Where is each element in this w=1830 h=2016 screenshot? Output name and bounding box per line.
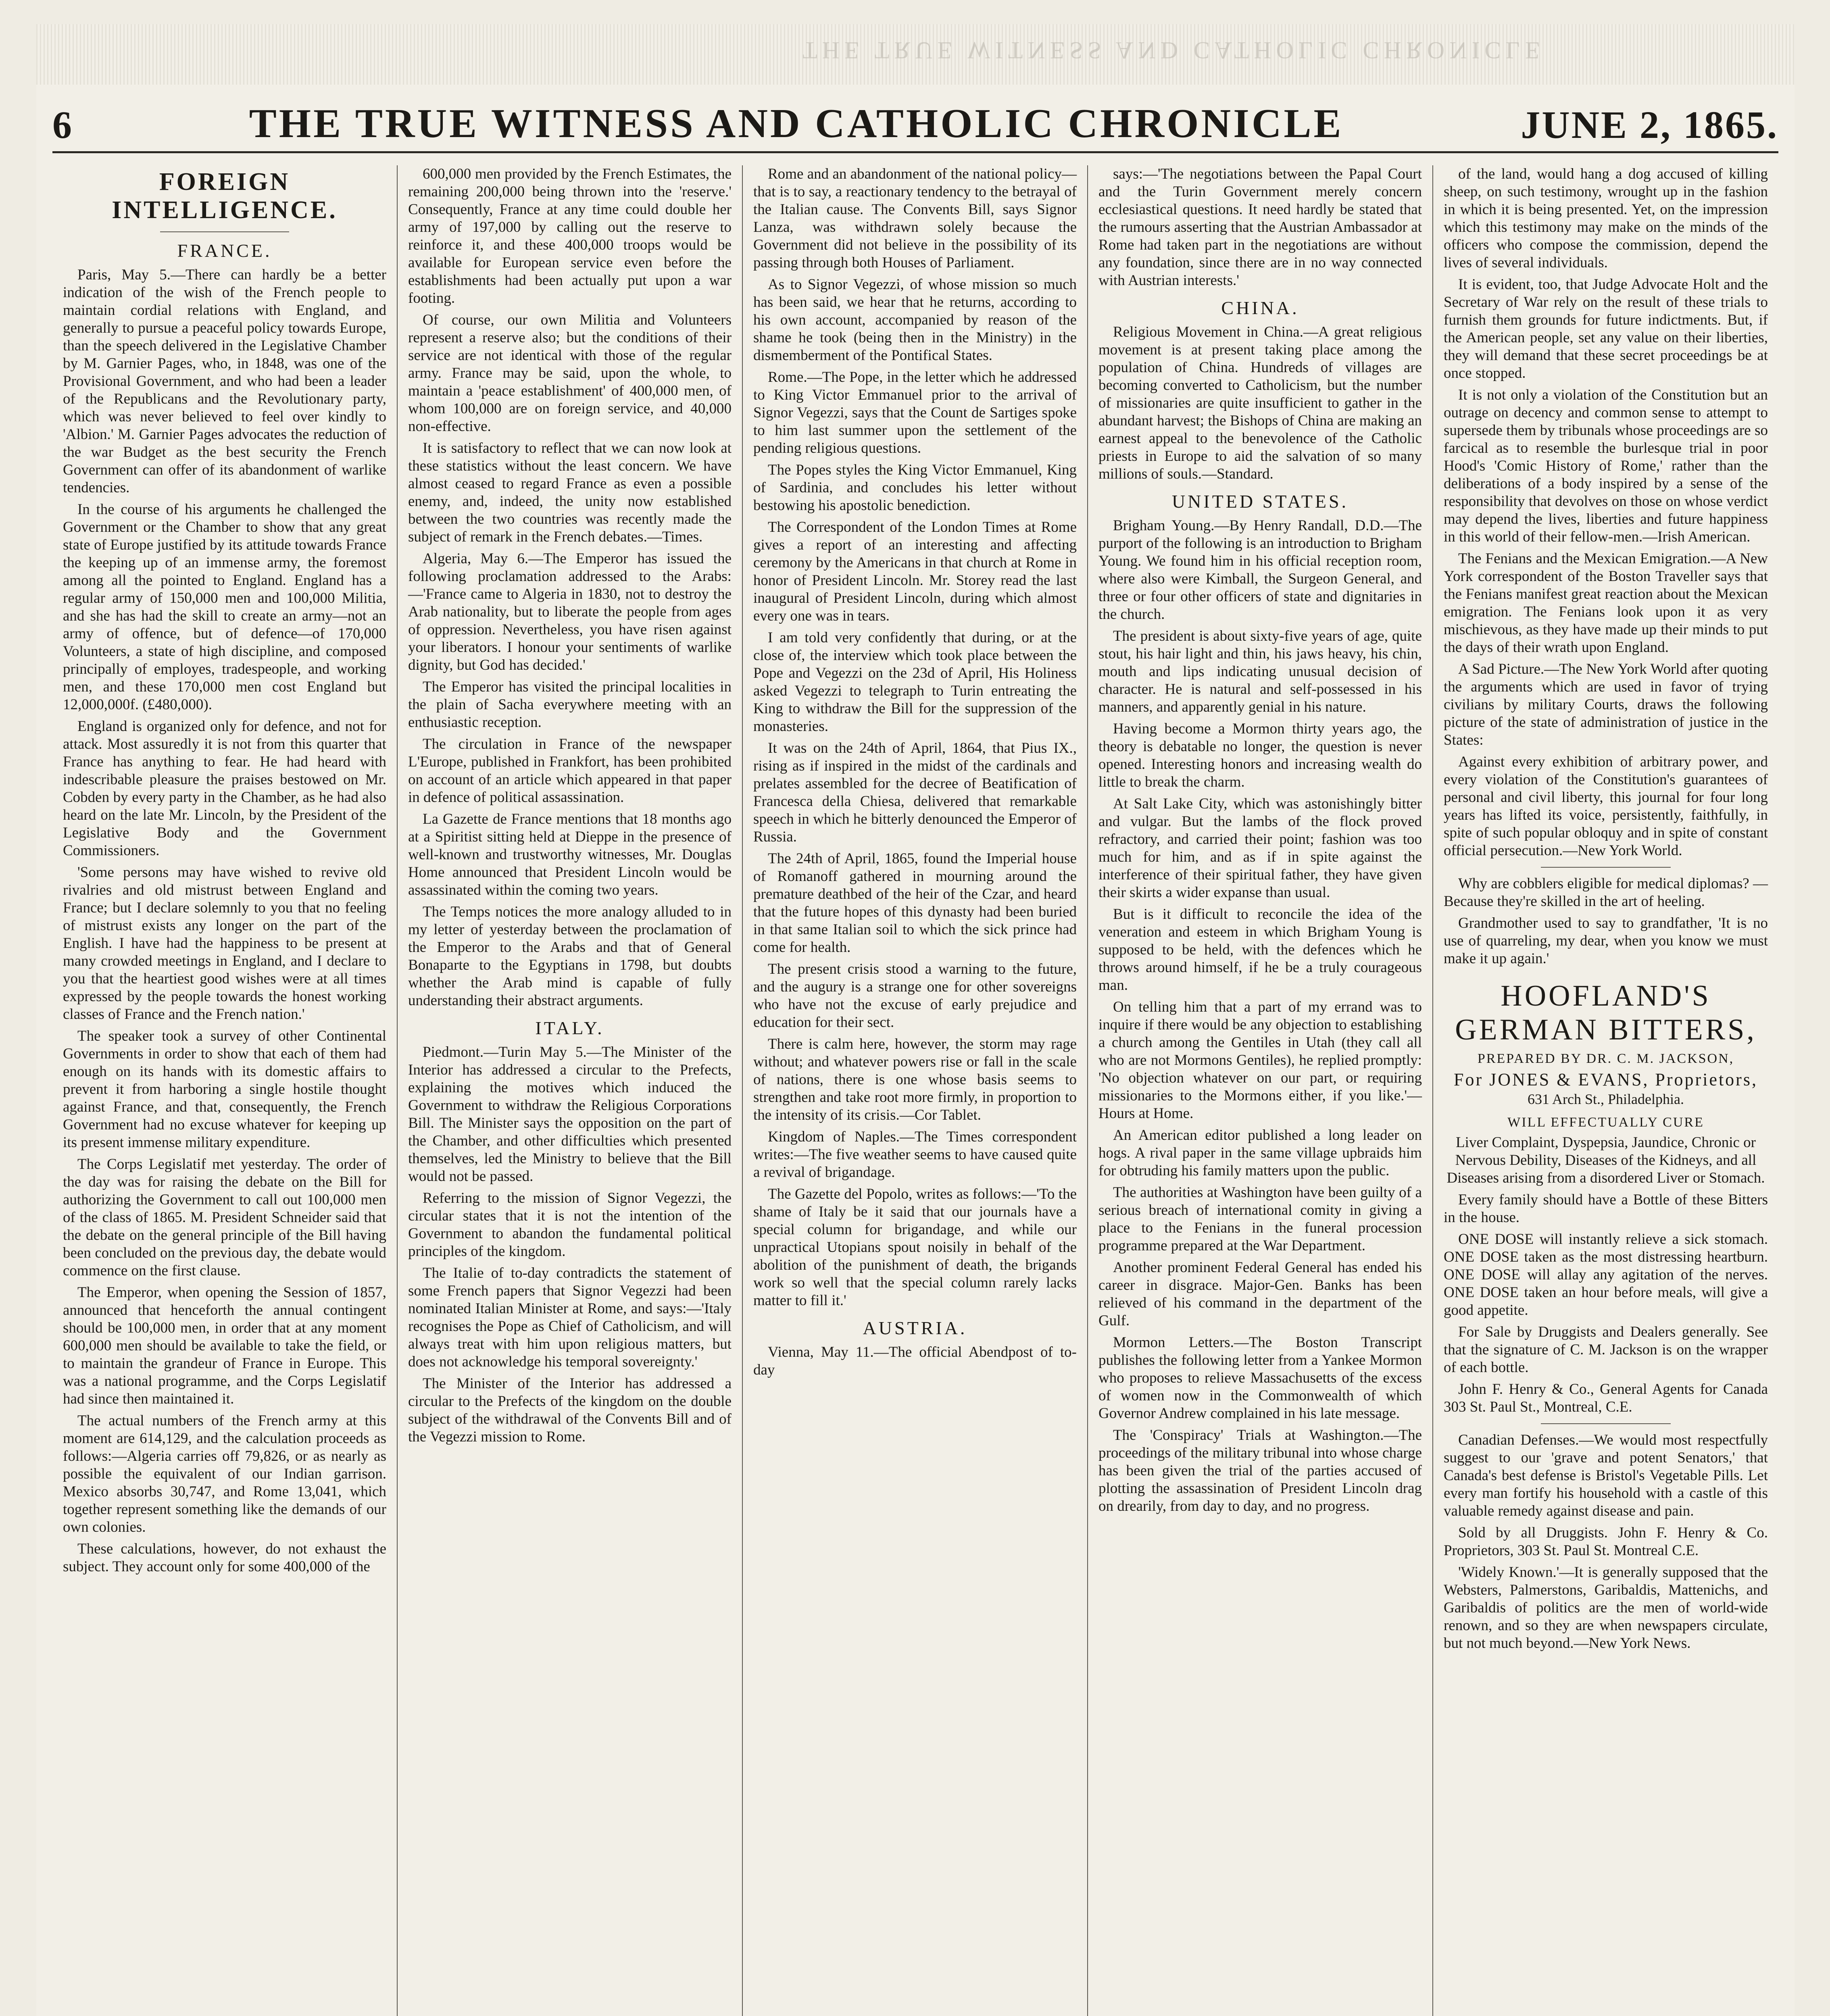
paragraph: An American editor published a long leader on hogs. A rival paper in the same village upbraids him for obtruding his family matters upon the public. [1098, 1127, 1422, 1179]
section-heading: FOREIGN INTELLIGENCE. [112, 168, 338, 224]
ad-title: HOOFLAND'S GERMAN BITTERS, [1455, 979, 1757, 1046]
paragraph: Piedmont.—Turin May 5.—The Minister of the Interior has addressed a circular to the Prefects, explaining the motives which induced the Government to withdraw the Religious Corporations Bill. The Minister says the opposition on the part of the Chamber, and other difficulties which presented themselves, led the Ministry to believe that the Bill would not be passed. [408, 1044, 732, 1185]
paragraph: The president is about sixty-five years of age, quite stout, his hair light and thin, his jaws heavy, his chin, mouth and lips indicating unusual decision of character. He is natural and self-possessed in his manners, and apparently genial in his nature. [1098, 628, 1422, 715]
paragraph: The Fenians and the Mexican Emigration.—A New York correspondent of the Boston Traveller says that the Fenians manifest great reaction about the Mexican emigration. The Fenians look upon it as very mischievous, as they have made up their minds to put the days of their wrath upon England. [1444, 550, 1768, 656]
paragraph: But is it difficult to reconcile the idea of the veneration and esteem in which Brigham Young is supposed to be held, with the defences which he throws around himself, if he be a truly courageous man. [1098, 906, 1422, 993]
ad-paragraph: ONE DOSE will instantly relieve a sick stomach. ONE DOSE taken as the most distressing heartburn. ONE DOSE will allay any agitation of the nerves. ONE DOSE taken an hour before meals, will give a good appetite. [1444, 1231, 1768, 1318]
paragraph: Brigham Young.—By Henry Randall, D.D.—The purport of the following is an introduction to Brigham Young. We found him in his official reception room, where also were Kimball, the Surgeon General, and three or four other officers of state and dignitaries in the church. [1098, 517, 1422, 623]
paragraph: The authorities at Washington have been guilty of a serious breach of international comity in giving a place to the Fenians in the funeral procession programme prepared at the War Department. [1098, 1184, 1422, 1254]
paragraph: Sold by all Druggists. John F. Henry & Co. Proprietors, 303 St. Paul St. Montreal C.E. [1444, 1524, 1768, 1559]
divider [1541, 1423, 1671, 1424]
divider [1541, 867, 1671, 868]
paragraph: On telling him that a part of my errand was to inquire if there would be any objection to establishing a church among the Gentiles in Utah (they call all who are not Mormons Gentiles), he replied promptly: 'No objection whatever on our part, or requiring missionaries to the Mormons either, if you like.'—Hours at Home. [1098, 999, 1422, 1122]
paragraph: says:—'The negotiations between the Papal Court and the Turin Government merely concern ecclesiastical questions. It need hardly be stated that the rumours asserting that the Austrian Ambassador at Rome had taken part in the negotiations are without any foundation, since there are in no way connected with Austrian interests.' [1098, 166, 1422, 289]
paragraph: The Gazette del Popolo, writes as follows:—'To the shame of Italy be it said that our journals have a special column for brigandage, and while our unpractical Utopians spout noisily in behalf of the abolition of the punishment of death, the brigands work so well that the special column rarely lacks matter to fill it.' [753, 1186, 1077, 1309]
subsection-heading: AUSTRIA. [863, 1318, 967, 1338]
paragraph: There is calm here, however, the storm may rage without; and whatever powers rise or fall in the scale of nations, there is one whose basis seems to strengthen and take root more firmly, in proportion to the intensity of its crisis.—Cor Tablet. [753, 1036, 1077, 1123]
column-3 [743, 165, 1088, 2016]
paragraph: I am told very confidently that during, or at the close of, the interview which took place between the Pope and Vegezzi on the 23d of April, His Holiness asked Vegezzi to telegraph to Turin entreating the King to withdraw the Bill for the suppression of the monasteries. [753, 629, 1077, 735]
ad-paragraph: Every family should have a Bottle of these Bitters in the house. [1444, 1191, 1768, 1226]
paragraph: It was on the 24th of April, 1864, that Pius IX., rising as if inspired in the midst of the cardinals and prelates assembled for the decree of Beatification of Francesca della Chiesa, delivered that remarkable speech in which he bitterly denounced the Emperor of Russia. [753, 740, 1077, 845]
paragraph: Another prominent Federal General has ended his career in disgrace. Major-Gen. Banks has been relieved of his command in the department of the Gulf. [1098, 1259, 1422, 1329]
paragraph: Rome and an abandonment of the national policy—that is to say, a reactionary tendency to the betrayal of the Italian cause. The Convents Bill, says Signor Lanza, was withdrawn solely because the Government did not believe in the possibility of its passing through both Houses of Parliament. [753, 166, 1077, 271]
column-1 [52, 165, 398, 2016]
ad-paragraph: John F. Henry & Co., General Agents for Canada 303 St. Paul St., Montreal, C.E. [1444, 1381, 1768, 1415]
paragraph: The 'Conspiracy' Trials at Washington.—The proceedings of the military tribunal into whose charge has been given the trial of the parties accused of plotting the assassination of President Lincoln drag on drearily, from day to day, and no progress. [1098, 1427, 1422, 1514]
bleed-through-strip [36, 24, 1795, 85]
newspaper-page [36, 24, 1795, 2016]
ad-firm: For JONES & EVANS, Proprietors, [1454, 1070, 1758, 1089]
paragraph: England is organized only for defence, and not for attack. Most assuredly it is not from this quarter that France has anything to fear. He had heard with indescribable pleasure the praises bestowed on Mr. Cobden by every party in the Chamber, as he had also heard on the late Mr. Lincoln, by the President of the Legislative Body and the Government Commissioners. [63, 718, 386, 859]
paragraph: These calculations, however, do not exhaust the subject. They account only for some 400,000 of the [63, 1541, 386, 1575]
paragraph: The Corps Legislatif met yesterday. The order of the day was for raising the debate on the Bill for authorizing the Government to call out 100,000 men of the class of 1865. M. President Schneider said that the debate on the general principle of the Bill having been concluded on the previous day, the debate would commence on the first clause. [63, 1156, 386, 1279]
ad-paragraph: For Sale by Druggists and Dealers generally. See that the signature of C. M. Jackson is on the wrapper of each bottle. [1444, 1324, 1768, 1376]
paragraph: Why are cobblers eligible for medical diplomas? —Because they're skilled in the art of heeling. [1444, 875, 1768, 910]
paragraph: 'Some persons may have wished to revive old rivalries and old mistrust between England and France; but I declare solemnly to you that no feeling of mistrust exists any longer on the part of the English. I have had the happiness to be present at many crowded meetings in England, and I declare to you that the heartiest good wishes were at all times expressed by the people towards the honest working classes of France and the French nation.' [63, 864, 386, 1023]
paragraph: Against every exhibition of arbitrary power, and every violation of the Constitution's guarantees of personal and civil liberty, this journal for four long years has lifted its voice, persistently, faithfully, in spite of such popular obloquy and in spite of constant official persecution.—New York World. [1444, 754, 1768, 859]
bleed-through-text: THE TRUE WITNESS AND CATHOLIC CHRONICLE [802, 37, 1545, 64]
paragraph: At Salt Lake City, which was astonishingly bitter and vulgar. But the lambs of the flock proved refractory, and carried their point; fashion was too much for him, and as if in spite against the interference of their spiritual father, they have given their skirts a wider expanse than usual. [1098, 796, 1422, 901]
paragraph: The 24th of April, 1865, found the Imperial house of Romanoff gathered in mourning around the premature deathbed of the heir of the Czar, and heard that the future hopes of this dynasty had been buried in that same Italian soil to which the sick prince had come for health. [753, 850, 1077, 956]
paragraph: The Minister of the Interior has addressed a circular to the Prefects of the kingdom on the double subject of the withdrawal of the Convents Bill and of the Vegezzi mission to Rome. [408, 1375, 732, 1445]
paragraph: 'Widely Known.'—It is generally supposed that the Websters, Palmerstons, Garibaldis, Mattenichs, and Garibaldis of politics are the men of world-wide renown, and so they are when newspapers circulate, but not much beyond.—New York News. [1444, 1564, 1768, 1652]
paragraph: Algeria, May 6.—The Emperor has issued the following proclamation addressed to the Arabs:—'France came to Algeria in 1830, not to destroy the Arab nationality, but to liberate the people from ages of oppression. Nevertheless, you have risen against your liberators. I honour your sentiments of warlike dignity, but God has decided.' [408, 550, 732, 673]
page-number: 6 [52, 103, 72, 146]
paragraph: The present crisis stood a warning to the future, and the augury is a strange one for other sovereigns who have not the excuse of early prejudice and education for their sect. [753, 961, 1077, 1031]
ad-cure-label: WILL EFFECTUALLY CURE [1507, 1115, 1704, 1130]
paragraph: The Temps notices the more analogy alluded to in my letter of yesterday between the proclamation of the Emperor to the Arabs and that of General Bonaparte to the Egyptians in 1798, but doubts whether the Arab mind is capable of fully understanding their abstract arguments. [408, 904, 732, 1009]
ad-address: 631 Arch St., Philadelphia. [1528, 1091, 1684, 1107]
paragraph: In the course of his arguments he challenged the Government or the Chamber to show that any great state of Europe justified by its attitude towards France the keeping up of an immense army, the foremost among all the pointed to England. England has a regular army of 150,000 men and 100,000 Militia, and she has had the skill to create an army—not an army of offence, but of defence—of 170,000 Volunteers, a state of high discipline, and composed principally of employes, tradespeople, and working men, and these 170,000 men cost England but 12,000,000f. (£480,000). [63, 501, 386, 713]
paragraph: The speaker took a survey of other Continental Governments in order to show that each of them had enough on its hands with its domestic affairs to prevent it from harboring a single hostile thought against France, and that, consequently, the French Government had no excuse whatever for keeping up its present immense military expenditure. [63, 1028, 386, 1151]
paragraph: Religious Movement in China.—A great religious movement is at present taking place among the population of China. Hundreds of villages are becoming converted to Catholicism, but the number of missionaries are quite insufficient to gather in the abundant harvest; the Bishops of China are making an earnest appeal to the benevolence of the Catholic priests in Europe to aid the salvation of so many millions of souls.—Standard. [1098, 324, 1422, 482]
paragraph: La Gazette de France mentions that 18 months ago at a Spiritist sitting held at Dieppe in the presence of well-known and trustworthy witnesses, Mr. Douglas Home announced that President Lincoln would be assassinated within the coming two years. [408, 811, 732, 898]
ad-text: Liver Complaint, Dyspepsia, Jaundice, Chronic or Nervous Debility, Diseases of the Kidneys, and all Diseases arising from a disordered Liver or Stomach. [1446, 1134, 1765, 1186]
issue-date: JUNE 2, 1865. [1521, 103, 1778, 146]
paragraph: Grandmother used to say to grandfather, 'It is no use of quarreling, my dear, when you know we must make it up again.' [1444, 915, 1768, 967]
paragraph: Vienna, May 11.—The official Abendpost of to-day [753, 1344, 1077, 1378]
column-4 [1088, 165, 1433, 2016]
divider [160, 231, 290, 232]
paragraph: The Emperor has visited the principal localities in the plain of Sacha everywhere meeting with an enthusiastic reception. [408, 679, 732, 731]
paragraph: The circulation in France of the newspaper L'Europe, published in Frankfort, has been prohibited on account of an article which appeared in that paper in defence of political assassination. [408, 736, 732, 806]
paragraph: of the land, would hang a dog accused of killing sheep, on such testimony, wrought up in the fashion in which it is being presented. Yet, on the impression which this testimony may make on the minds of the officers who compose the commission, depend the lives of several individuals. [1444, 166, 1768, 271]
paragraph: The Italie of to-day contradicts the statement of some French papers that Signor Vegezzi had been nominated Italian Minister at Rome, and says:—'Italy recognises the Pope as Chief of Catholicism, and will always treat with him upon religious matters, but does not acknowledge his temporal sovereignty.' [408, 1265, 732, 1370]
paragraph: Kingdom of Naples.—The Times correspondent writes:—The five weather seems to have caused quite a revival of brigandage. [753, 1129, 1077, 1181]
paragraph: Canadian Defenses.—We would most respectfully suggest to our 'grave and potent Senators,' that Canada's best defense is Bristol's Vegetable Pills. Let every man fortify his household with a castle of this valuable remedy against disease and pain. [1444, 1432, 1768, 1519]
paragraph: The actual numbers of the French army at this moment are 614,129, and the calculation proceeds as follows:—Algeria carries off 79,826, or as nearly as possible the equivalent of our Indian garrison. Mexico absorbs 30,747, and Rome 13,041, which together represent something like the demands of our own colonies. [63, 1412, 386, 1535]
subsection-heading: UNITED STATES. [1171, 491, 1349, 512]
paragraph: Rome.—The Pope, in the letter which he addressed to King Victor Emmanuel prior to the arrival of Signor Vegezzi, says that the Count de Sartiges spoke to him last summer upon the settlement of the pending religious questions. [753, 369, 1077, 456]
paragraph: Mormon Letters.—The Boston Transcript publishes the following letter from a Yankee Mormon who proposes to relieve Massachusetts of the excess of women now in the Commonwealth of which Governor Andrew complained in his late message. [1098, 1334, 1422, 1422]
paragraph: Having become a Mormon thirty years ago, the theory is debatable no longer, the question is never opened. Interesting honors and increasing wealth do little to break the charm. [1098, 721, 1422, 790]
paragraph: Referring to the mission of Signor Vegezzi, the circular states that it is not the intention of the Government to abandon the fundamental political principles of the kingdom. [408, 1190, 732, 1260]
subsection-heading: CHINA. [1221, 298, 1299, 318]
columns [52, 165, 1778, 2016]
paragraph: As to Signor Vegezzi, of whose mission so much has been said, we hear that he returns, according to his own account, accompanied by reason of the shame he took (being then in the Ministry) in the dismemberment of the Pontifical States. [753, 276, 1077, 364]
paragraph: 600,000 men provided by the French Estimates, the remaining 200,000 being thrown into the 'reserve.' Consequently, France at any time could double her army of 197,000 by calling out the reserve to reinforce it, and these 400,000 troops would be available for European service even before the establishments had been actually put upon a war footing. [408, 166, 732, 306]
paragraph: It is satisfactory to reflect that we can now look at these statistics without the least concern. We have almost ceased to regard France as even a possible enemy, and, indeed, the unity now established between the two countries was recently made the subject of remark in the French debates.—Times. [408, 440, 732, 545]
paragraph: The Emperor, when opening the Session of 1857, announced that henceforth the annual contingent should be 100,000 men, in order that at any moment 600,000 men should be available to take the field, or to maintain the grandeur of France in Europe. This was a national programme, and the Corps Legislatif had since then maintained it. [63, 1284, 386, 1407]
paragraph: Paris, May 5.—There can hardly be a better indication of the wish of the French people to maintain cordial relations with England, and generally to pursue a peaceful policy towards Europe, than the speech delivered in the Legislative Chamber by M. Garnier Pages, who, in 1848, was one of the Provisional Government, and who had been a leader of the Republicans and the Revolutionary party, which was never believed to feel over kindly to 'Albion.' M. Garnier Pages advocates the reduction of the war Budget as the best security the French Government can offer of its abandonment of warlike tendencies. [63, 267, 386, 496]
paragraph: The Popes styles the King Victor Emmanuel, King of Sardinia, and concludes his letter without bestowing his apostolic benediction. [753, 462, 1077, 514]
ad-preparer: PREPARED BY DR. C. M. JACKSON, [1477, 1051, 1734, 1066]
paragraph: Of course, our own Militia and Volunteers represent a reserve also; but the conditions of their service are not identical with those of the regular army. France may be said, upon the whole, to maintain a 'peace establishment' of 400,000 men, of whom 100,000 are on foreign service, and 40,000 non-effective. [408, 312, 732, 435]
subsection-heading: ITALY. [535, 1018, 604, 1038]
masthead [52, 101, 1778, 153]
paragraph: A Sad Picture.—The New York World after quoting the arguments which are used in favor of trying civilians by military Courts, draws the following picture of the state of administration of justice in the States: [1444, 661, 1768, 748]
paragraph: The Correspondent of the London Times at Rome gives a report of an interesting and affecting ceremony by the Americans in that church at Rome in honor of President Lincoln. Mr. Storey read the last inaugural of President Lincoln, during which almost every one was in tears. [753, 519, 1077, 624]
column-5 [1433, 165, 1778, 2016]
paragraph: It is evident, too, that Judge Advocate Holt and the Secretary of War rely on the result of these trials to furnish them grounds for future indictments. But, if the American people, set any value on their liberties, they will demand that these secret proceedings be at once stopped. [1444, 276, 1768, 381]
column-2 [398, 165, 743, 2016]
paragraph: It is not only a violation of the Constitution but an outrage on decency and common sense to attempt to supersede them by tribunals whose proceedings are so farcical as to resemble the burlesque trial in poor Hood's 'Comic History of Rome,' rather than the deliberations of a body inspired by a sense of the responsibility that devolves on those on whose verdict may depend the lives, liberties and future happiness in this world of their fellow-men.—Irish American. [1444, 387, 1768, 545]
newspaper-title: THE TRUE WITNESS AND CATHOLIC CHRONICLE [249, 101, 1344, 146]
subsection-heading: FRANCE. [177, 240, 272, 261]
